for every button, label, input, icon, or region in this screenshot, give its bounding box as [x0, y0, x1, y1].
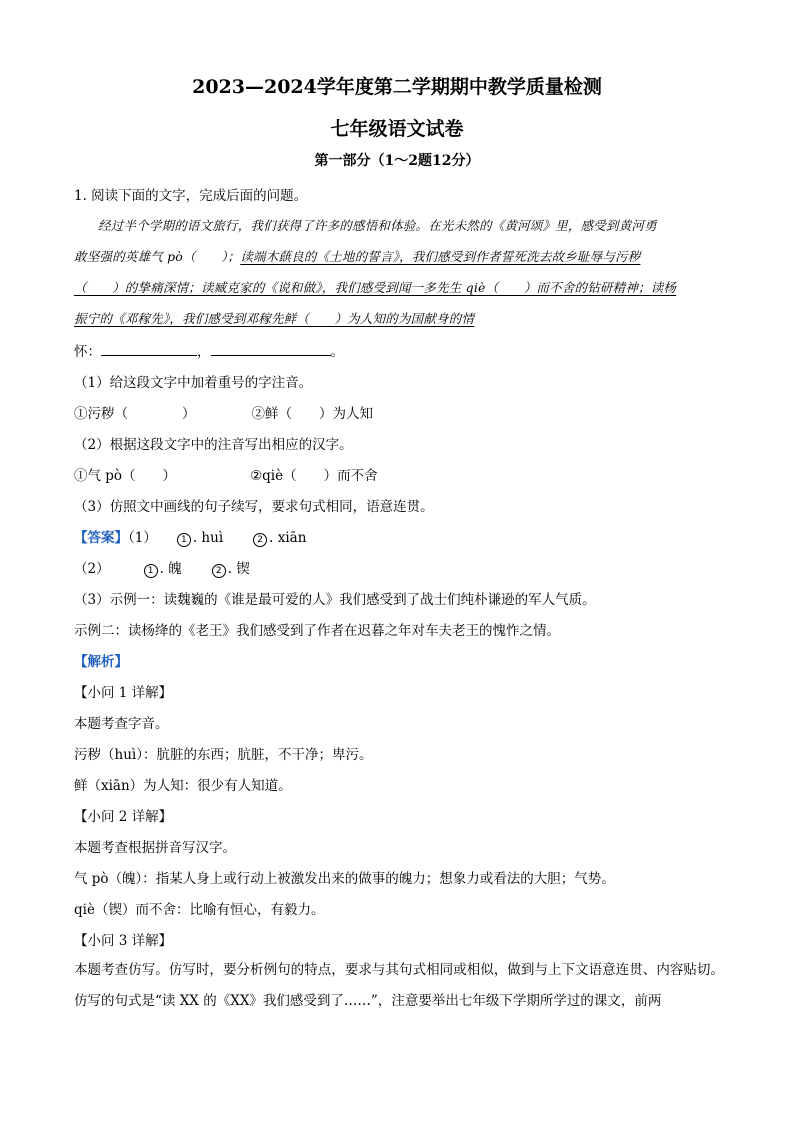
question-1-prompt: 1. 阅读下面的文字，完成后面的问题。	[74, 188, 308, 204]
passage-text: 。	[330, 344, 344, 360]
underlined-sentence: 读端木蕻良的《土地的誓言》，我们感受到作者誓死洗去故乡耻辱与污秽	[240, 249, 641, 264]
sub-question-1: （1）给这段文字中加着重号的字注音。	[74, 375, 313, 391]
passage-text: 敢坚强的英雄气 pò（ ）；	[74, 249, 241, 264]
analysis-sub2-heading: 【小问 2 详解】	[74, 809, 173, 825]
answer-line-4: 示例二：读杨绛的《老王》我们感受到了作者在迟暮之年对车夫老王的愧怍之情。	[74, 623, 560, 639]
item-text: ②qiè（ ）而不舍	[250, 468, 378, 484]
answer-line-2: （2） 1 . 魄 2 . 锲	[74, 561, 250, 577]
passage-line-1: 经过半个学期的语文旅行，我们获得了许多的感悟和体验。在光未然的《黄河颂》里，感受到黄河勇	[98, 218, 657, 233]
passage-text: ，	[197, 344, 211, 360]
answer-label: 【答案】	[74, 530, 128, 546]
passage-text: 怀：	[74, 344, 101, 360]
sub-question-2: （2）根据这段文字中的注音写出相应的汉字。	[74, 437, 353, 453]
circled-number: 2	[212, 564, 226, 578]
analysis-paragraph: 本题考查仿写。仿写时，要分析例句的特点，要求与其句式相同或相似，做到与上下文语意连贯、内容贴切。仿写的句式是“读 XX 的《XX》我们感受到了……”，注意要举出七年级下学期所学过的课文，前两	[74, 962, 724, 1009]
passage-line-3	[74, 278, 676, 296]
circled-number: 2	[253, 533, 267, 547]
circled-number: 1	[177, 533, 191, 547]
analysis-text: 鲜（xiān）为人知：很少有人知道。	[74, 778, 292, 794]
analysis-text: 污秽（huì）：肮脏的东西；肮脏，不干净；卑污。	[74, 747, 373, 763]
sub-question-3: （3）仿照文中画线的句子续写，要求句式相同，语意连贯。	[74, 499, 434, 515]
passage-line-2	[74, 247, 640, 265]
analysis-text: 本题考查根据拼音写汉字。	[74, 840, 236, 856]
analysis-label: 【解析】	[74, 654, 128, 670]
circled-number: 1	[144, 564, 158, 578]
passage-line-5	[74, 340, 344, 360]
underlined-sentence: （ ）的挚痛深情；	[74, 280, 202, 295]
section-heading: 第一部分（1～2题12分）	[314, 153, 480, 169]
analysis-text: qiè（锲）而不舍：比喻有恒心，有毅力。	[74, 902, 325, 918]
item-text: ②鲜（ ）为人知	[251, 406, 373, 422]
answer-blank[interactable]	[101, 343, 197, 356]
answer-line-1: 【答案】（1） 1 . huì 2 . xiān	[74, 530, 307, 546]
answer-blank[interactable]	[211, 343, 331, 356]
item-text: ①气 pò（ ）	[74, 468, 177, 484]
sub-question-2-items	[74, 464, 378, 484]
sub-question-1-items	[74, 402, 373, 422]
passage-line-4	[74, 309, 474, 327]
analysis-sub3-heading: 【小问 3 详解】	[74, 933, 173, 949]
answer-line-3: （3）示例一：读魏巍的《谁是最可爱的人》我们感受到了战士们纯朴谦逊的军人气质。	[74, 592, 596, 608]
analysis-text: 气 pò（魄）：指某人身上或行动上被激发出来的做事的魄力；想象力或看法的大胆；气势。	[74, 871, 615, 887]
page-subtitle: 七年级语文试卷	[330, 118, 464, 140]
page-title: 2023—2024学年度第二学期期中教学质量检测	[192, 76, 602, 98]
analysis-sub1-heading: 【小问 1 详解】	[74, 685, 173, 701]
analysis-text: 本题考查字音。	[74, 716, 169, 732]
underlined-sentence: 读臧克家的《说和做》，我们感受到闻一多先生 qiè（ ）而不舍的钻研精神；读杨	[201, 280, 677, 295]
underlined-sentence: 振宁的《邓稼先》，我们感受到邓稼先鲜（ ）为人知的为国献身的情	[74, 311, 475, 326]
item-text: ①污秽（ ）	[74, 406, 196, 422]
